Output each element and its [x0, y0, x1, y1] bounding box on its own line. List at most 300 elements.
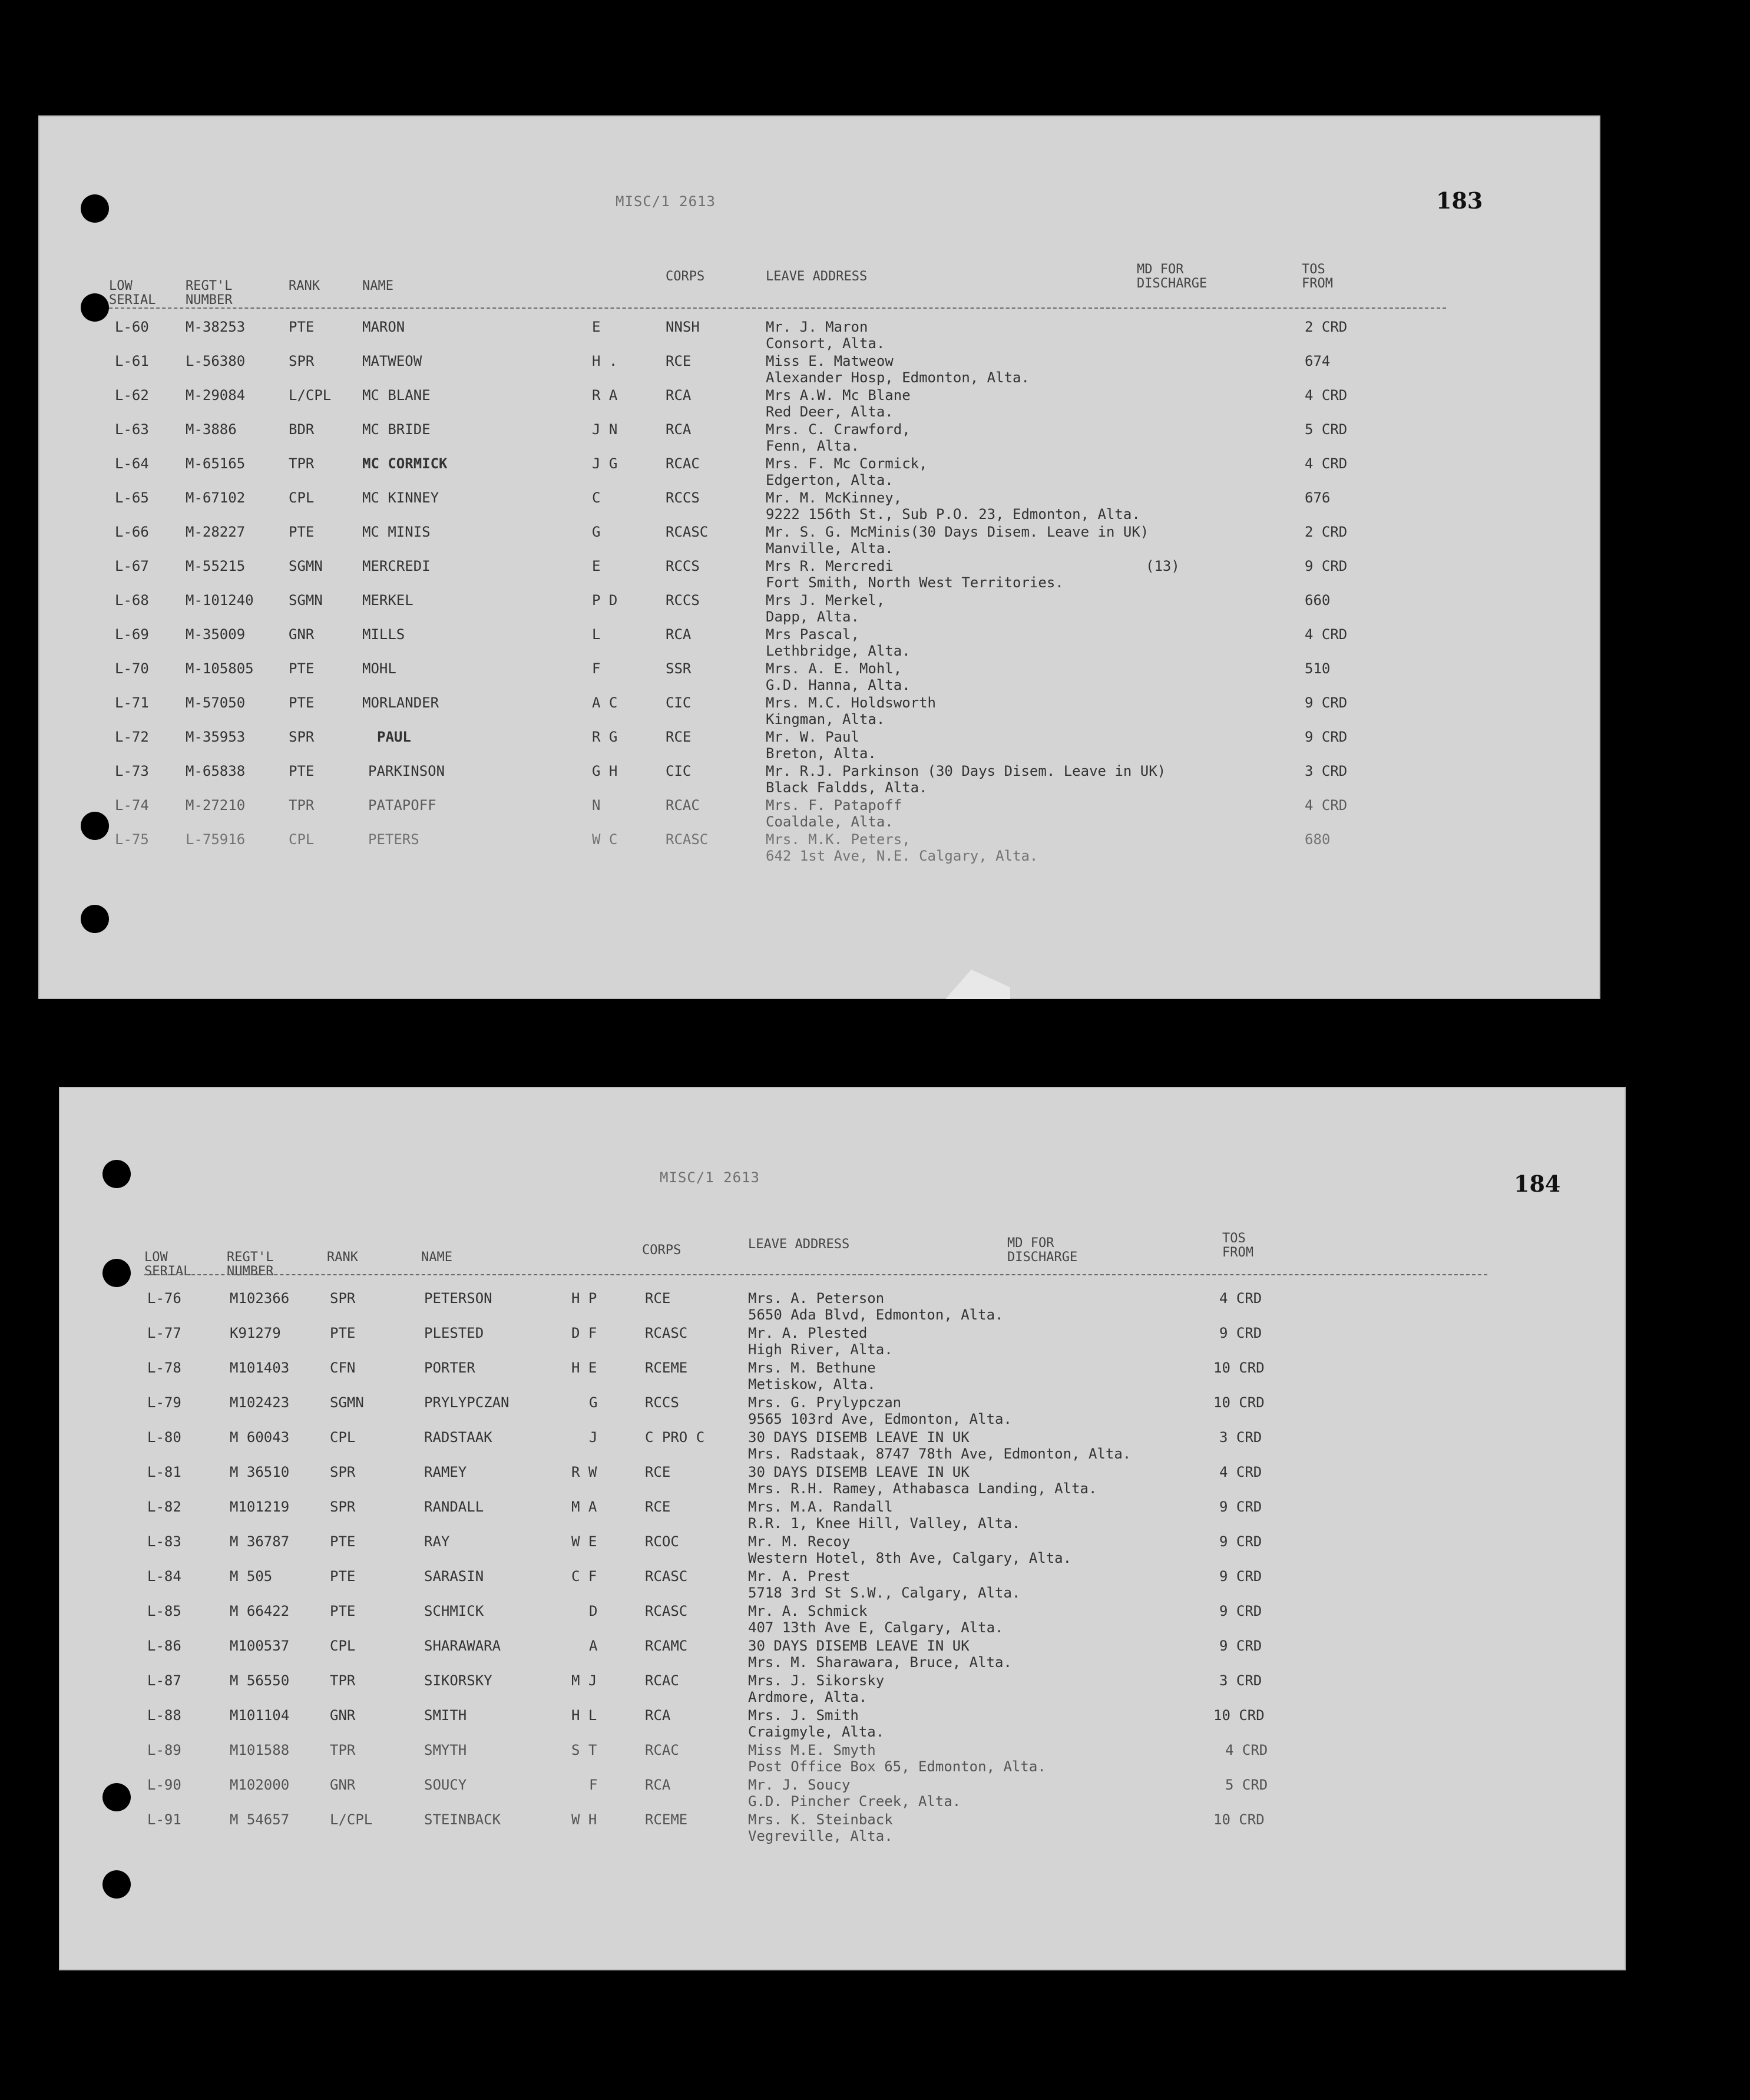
rank-cell: CPL: [330, 1638, 356, 1654]
initials-cell: R G: [592, 729, 618, 745]
rank-cell: CPL: [289, 490, 315, 506]
serial-cell: L-80: [147, 1429, 181, 1446]
initials-cell: N: [592, 797, 601, 813]
corps-cell: RCEME: [645, 1811, 688, 1828]
address-line1: 30 DAYS DISEMB LEAVE IN UK: [748, 1429, 970, 1446]
col-header-leave-address: LEAVE ADDRESS: [748, 1237, 850, 1252]
tos-cell: 4 CRD: [1219, 1464, 1262, 1480]
serial-cell: L-73: [115, 763, 149, 779]
tos-cell: 9 CRD: [1219, 1638, 1262, 1654]
tos-cell: 10 CRD: [1213, 1707, 1265, 1724]
regtl-number-cell: M-57050: [186, 695, 246, 711]
address-line2: 407 13th Ave E, Calgary, Alta.: [748, 1619, 1004, 1636]
table-row: [38, 524, 1600, 559]
rank-cell: L/CPL: [289, 387, 332, 404]
serial-cell: L-63: [115, 421, 149, 438]
rank-cell: SPR: [330, 1499, 356, 1515]
header-rule: [109, 307, 1446, 309]
regtl-number-cell: M102366: [230, 1290, 290, 1307]
name-cell: SMYTH: [424, 1742, 467, 1758]
col-header-name: NAME: [421, 1250, 452, 1265]
corps-cell: RCCS: [666, 592, 700, 608]
regtl-number-cell: M 505: [230, 1568, 273, 1585]
address-line1: Mr. M. McKinney,: [766, 490, 902, 506]
table-row: [38, 763, 1600, 798]
md-discharge-cell: (13): [1146, 558, 1180, 574]
initials-cell: D: [589, 1603, 598, 1619]
corps-cell: RCA: [645, 1777, 671, 1793]
serial-cell: L-68: [115, 592, 149, 608]
serial-cell: L-84: [147, 1568, 181, 1585]
rank-cell: L/CPL: [330, 1811, 373, 1828]
name-cell: RAMEY: [424, 1464, 467, 1480]
name-cell: MC MINIS: [362, 524, 431, 540]
name-cell: MERCREDI: [362, 558, 431, 574]
table-row: [59, 1325, 1626, 1360]
corps-cell: RCE: [666, 729, 692, 745]
serial-cell: L-67: [115, 558, 149, 574]
initials-cell: E: [592, 319, 601, 335]
corps-cell: NNSH: [666, 319, 700, 335]
corps-cell: RCASC: [666, 831, 709, 848]
corps-cell: RCAMC: [645, 1638, 688, 1654]
rank-cell: SPR: [330, 1464, 356, 1480]
corps-cell: RCCS: [645, 1394, 679, 1411]
initials-cell: H .: [592, 353, 618, 369]
table-row: [38, 797, 1600, 832]
address-line2: Coaldale, Alta.: [766, 813, 894, 830]
rank-cell: GNR: [289, 626, 315, 643]
top-stamp: MISC/1 2613: [616, 193, 716, 210]
initials-cell: D F: [571, 1325, 597, 1341]
name-cell: RADSTAAK: [424, 1429, 492, 1446]
regtl-number-cell: M-105805: [186, 660, 254, 677]
regtl-number-cell: M-101240: [186, 592, 254, 608]
address-line1: Mr. J. Maron: [766, 319, 868, 335]
address-line2: Mrs. M. Sharawara, Bruce, Alta.: [748, 1654, 1012, 1671]
tos-cell: 674: [1305, 353, 1331, 369]
serial-cell: L-62: [115, 387, 149, 404]
regtl-number-cell: M-38253: [186, 319, 246, 335]
address-line2: Mrs. R.H. Ramey, Athabasca Landing, Alta.: [748, 1480, 1097, 1497]
tos-cell: 510: [1305, 660, 1331, 677]
address-line2: Ardmore, Alta.: [748, 1689, 868, 1705]
corps-cell: RCAC: [645, 1742, 679, 1758]
address-line1: Mrs R. Mercredi: [766, 558, 894, 574]
address-line1: Mrs. C. Crawford,: [766, 421, 911, 438]
col-header-name: NAME: [362, 279, 393, 293]
regtl-number-cell: M101219: [230, 1499, 290, 1515]
regtl-number-cell: M-65165: [186, 455, 246, 472]
corps-cell: RCA: [645, 1707, 671, 1724]
table-row: [38, 729, 1600, 764]
table-row: [38, 695, 1600, 730]
initials-cell: L: [592, 626, 601, 643]
tos-cell: 5 CRD: [1305, 421, 1348, 438]
corps-cell: RCE: [645, 1499, 671, 1515]
table-row: [59, 1360, 1626, 1395]
regtl-number-cell: L-56380: [186, 353, 246, 369]
col-header-serial: LOW SERIAL: [109, 279, 156, 307]
name-cell: PARKINSON: [368, 763, 445, 779]
corps-cell: C PRO C: [645, 1429, 705, 1446]
address-line1: Mrs. M.K. Peters,: [766, 831, 911, 848]
serial-cell: L-88: [147, 1707, 181, 1724]
rank-cell: CPL: [289, 831, 315, 848]
regtl-number-cell: M 36510: [230, 1464, 290, 1480]
initials-cell: P D: [592, 592, 618, 608]
address-line2: High River, Alta.: [748, 1341, 893, 1358]
initials-cell: F: [589, 1777, 598, 1793]
address-line2: 642 1st Ave, N.E. Calgary, Alta.: [766, 848, 1038, 864]
rank-cell: PTE: [330, 1568, 356, 1585]
rank-cell: GNR: [330, 1777, 356, 1793]
serial-cell: L-81: [147, 1464, 181, 1480]
serial-cell: L-83: [147, 1533, 181, 1550]
regtl-number-cell: M 60043: [230, 1429, 290, 1446]
address-line2: Vegreville, Alta.: [748, 1828, 893, 1844]
tos-cell: 4 CRD: [1305, 387, 1348, 404]
address-line2: Craigmyle, Alta.: [748, 1724, 885, 1740]
initials-cell: C F: [571, 1568, 597, 1585]
address-line1: Mr. M. Recoy: [748, 1533, 851, 1550]
name-cell: SMITH: [424, 1707, 467, 1724]
initials-cell: J N: [592, 421, 618, 438]
punch-hole: [81, 905, 109, 933]
regtl-number-cell: M-55215: [186, 558, 246, 574]
rank-cell: SPR: [330, 1290, 356, 1307]
address-line2: Red Deer, Alta.: [766, 404, 894, 420]
tos-cell: 676: [1305, 490, 1331, 506]
table-row: [59, 1638, 1626, 1673]
name-cell: MOHL: [362, 660, 396, 677]
table-row: [59, 1811, 1626, 1847]
address-line2: 9222 156th St., Sub P.O. 23, Edmonton, Alta.: [766, 506, 1140, 522]
corps-cell: CIC: [666, 695, 692, 711]
serial-cell: L-71: [115, 695, 149, 711]
name-cell: STEINBACK: [424, 1811, 501, 1828]
rank-cell: TPR: [289, 797, 315, 813]
address-line1: Mrs. K. Steinback: [748, 1811, 893, 1828]
serial-cell: L-90: [147, 1777, 181, 1793]
col-header-md-discharge: MD FOR DISCHARGE: [1137, 262, 1208, 291]
initials-cell: A C: [592, 695, 618, 711]
tos-cell: 9 CRD: [1219, 1568, 1262, 1585]
address-line1: Mr. S. G. McMinis(30 Days Disem. Leave in UK): [766, 524, 1149, 540]
table-row: [38, 319, 1600, 354]
initials-cell: M J: [571, 1672, 597, 1689]
register-page-184: [59, 1087, 1626, 1970]
serial-cell: L-60: [115, 319, 149, 335]
tos-cell: 660: [1305, 592, 1331, 608]
address-line2: Fenn, Alta.: [766, 438, 859, 454]
address-line1: Mr. A. Prest: [748, 1568, 851, 1585]
serial-cell: L-70: [115, 660, 149, 677]
table-row: [59, 1603, 1626, 1638]
address-line2: Consort, Alta.: [766, 335, 885, 352]
col-header-leave-address: LEAVE ADDRESS: [766, 269, 868, 284]
table-row: [38, 490, 1600, 525]
rank-cell: PTE: [289, 695, 315, 711]
paper-tear: [945, 970, 1010, 999]
serial-cell: L-69: [115, 626, 149, 643]
name-cell: MERKEL: [362, 592, 413, 608]
corps-cell: RCA: [666, 387, 692, 404]
serial-cell: L-79: [147, 1394, 181, 1411]
address-line1: Mrs. A. Peterson: [748, 1290, 885, 1307]
serial-cell: L-77: [147, 1325, 181, 1341]
address-line2: R.R. 1, Knee Hill, Valley, Alta.: [748, 1515, 1021, 1532]
register-page-183: [38, 115, 1600, 999]
table-row: [59, 1672, 1626, 1708]
address-line1: Mr. A. Plested: [748, 1325, 868, 1341]
tos-cell: 10 CRD: [1213, 1394, 1265, 1411]
address-line2: 9565 103rd Ave, Edmonton, Alta.: [748, 1411, 1012, 1427]
address-line1: Mrs. M. Bethune: [748, 1360, 876, 1376]
name-cell: PETERS: [368, 831, 419, 848]
corps-cell: CIC: [666, 763, 692, 779]
rank-cell: SGMN: [289, 558, 323, 574]
rank-cell: SGMN: [330, 1394, 364, 1411]
col-header-serial: LOW SERIAL: [144, 1250, 191, 1279]
serial-cell: L-74: [115, 797, 149, 813]
regtl-number-cell: M-35953: [186, 729, 246, 745]
rank-cell: BDR: [289, 421, 315, 438]
serial-cell: L-78: [147, 1360, 181, 1376]
table-row: [59, 1499, 1626, 1534]
address-line2: 5650 Ada Blvd, Edmonton, Alta.: [748, 1307, 1004, 1323]
regtl-number-cell: M102000: [230, 1777, 290, 1793]
rank-cell: GNR: [330, 1707, 356, 1724]
page-number: 184: [1514, 1170, 1561, 1197]
table-row: [38, 421, 1600, 457]
corps-cell: RCASC: [666, 524, 709, 540]
address-line1: Mrs. J. Smith: [748, 1707, 859, 1724]
address-line1: Mrs J. Merkel,: [766, 592, 885, 608]
rank-cell: PTE: [330, 1603, 356, 1619]
serial-cell: L-87: [147, 1672, 181, 1689]
address-line1: Mrs Pascal,: [766, 626, 859, 643]
table-row: [59, 1464, 1626, 1499]
address-line2: Kingman, Alta.: [766, 711, 885, 727]
name-cell: MILLS: [362, 626, 405, 643]
table-row: [59, 1429, 1626, 1464]
address-line2: Breton, Alta.: [766, 745, 876, 762]
rank-cell: PTE: [330, 1325, 356, 1341]
initials-cell: H L: [571, 1707, 597, 1724]
name-cell: MORLANDER: [362, 695, 439, 711]
corps-cell: RCA: [666, 421, 692, 438]
punch-hole: [81, 293, 109, 322]
tos-cell: 4 CRD: [1305, 626, 1348, 643]
name-cell: MC BLANE: [362, 387, 431, 404]
table-row: [38, 387, 1600, 422]
address-line1: Miss M.E. Smyth: [748, 1742, 876, 1758]
serial-cell: L-82: [147, 1499, 181, 1515]
table-row: [38, 660, 1600, 696]
punch-hole: [102, 1160, 131, 1188]
regtl-number-cell: M 56550: [230, 1672, 290, 1689]
table-row: [38, 831, 1600, 867]
address-line1: Mr. J. Soucy: [748, 1777, 851, 1793]
serial-cell: L-91: [147, 1811, 181, 1828]
rank-cell: PTE: [330, 1533, 356, 1550]
col-header-tos: TOS FROM: [1222, 1231, 1253, 1260]
name-cell: MC CORMICK: [362, 455, 448, 472]
table-row: [38, 626, 1600, 662]
rank-cell: SPR: [289, 353, 315, 369]
col-header-rank: RANK: [289, 279, 320, 293]
table-row: [38, 558, 1600, 593]
address-line1: Miss E. Matweow: [766, 353, 894, 369]
corps-cell: RCASC: [645, 1325, 688, 1341]
address-line1: Mrs. J. Sikorsky: [748, 1672, 885, 1689]
name-cell: RAY: [424, 1533, 450, 1550]
address-line2: Post Office Box 65, Edmonton, Alta.: [748, 1758, 1046, 1775]
serial-cell: L-65: [115, 490, 149, 506]
col-header-number: REGT'L NUMBER: [186, 279, 233, 307]
initials-cell: C: [592, 490, 601, 506]
regtl-number-cell: M-27210: [186, 797, 246, 813]
serial-cell: L-66: [115, 524, 149, 540]
address-line1: 30 DAYS DISEMB LEAVE IN UK: [748, 1464, 970, 1480]
col-header-md-discharge: MD FOR DISCHARGE: [1007, 1236, 1078, 1265]
corps-cell: RCA: [666, 626, 692, 643]
rank-cell: CFN: [330, 1360, 356, 1376]
address-line2: Fort Smith, North West Territories.: [766, 574, 1064, 591]
address-line1: Mrs A.W. Mc Blane: [766, 387, 911, 404]
regtl-number-cell: M-29084: [186, 387, 246, 404]
rank-cell: SPR: [289, 729, 315, 745]
name-cell: MARON: [362, 319, 405, 335]
table-row: [59, 1707, 1626, 1742]
name-cell: RANDALL: [424, 1499, 484, 1515]
regtl-number-cell: M 36787: [230, 1533, 290, 1550]
tos-cell: 9 CRD: [1219, 1499, 1262, 1515]
name-cell: PETERSON: [424, 1290, 492, 1307]
initials-cell: G: [589, 1394, 598, 1411]
corps-cell: RCCS: [666, 558, 700, 574]
initials-cell: J G: [592, 455, 618, 472]
col-header-corps: CORPS: [642, 1243, 682, 1258]
regtl-number-cell: M101403: [230, 1360, 290, 1376]
tos-cell: 3 CRD: [1305, 763, 1348, 779]
address-line2: Western Hotel, 8th Ave, Calgary, Alta.: [748, 1550, 1072, 1566]
regtl-number-cell: M-28227: [186, 524, 246, 540]
regtl-number-cell: M 54657: [230, 1811, 290, 1828]
tos-cell: 9 CRD: [1305, 558, 1348, 574]
corps-cell: SSR: [666, 660, 692, 677]
tos-cell: 9 CRD: [1219, 1603, 1262, 1619]
rank-cell: TPR: [330, 1742, 356, 1758]
initials-cell: E: [592, 558, 601, 574]
address-line2: 5718 3rd St S.W., Calgary, Alta.: [748, 1585, 1021, 1601]
address-line1: Mr. A. Schmick: [748, 1603, 868, 1619]
corps-cell: RCCS: [666, 490, 700, 506]
corps-cell: RCAC: [666, 797, 700, 813]
table-row: [59, 1742, 1626, 1777]
name-cell: PORTER: [424, 1360, 475, 1376]
tos-cell: 3 CRD: [1219, 1672, 1262, 1689]
table-row: [38, 353, 1600, 388]
rank-cell: TPR: [289, 455, 315, 472]
address-line1: Mr. R.J. Parkinson (30 Days Disem. Leave in UK): [766, 763, 1166, 779]
initials-cell: S T: [571, 1742, 597, 1758]
tos-cell: 4 CRD: [1225, 1742, 1268, 1758]
tos-cell: 4 CRD: [1219, 1290, 1262, 1307]
serial-cell: L-89: [147, 1742, 181, 1758]
tos-cell: 2 CRD: [1305, 524, 1348, 540]
corps-cell: RCE: [645, 1290, 671, 1307]
name-cell: SCHMICK: [424, 1603, 484, 1619]
corps-cell: RCAC: [666, 455, 700, 472]
address-line1: Mrs. F. Patapoff: [766, 797, 902, 813]
address-line1: 30 DAYS DISEMB LEAVE IN UK: [748, 1638, 970, 1654]
col-header-tos: TOS FROM: [1302, 262, 1333, 291]
serial-cell: L-86: [147, 1638, 181, 1654]
table-row: [59, 1394, 1626, 1430]
regtl-number-cell: L-75916: [186, 831, 246, 848]
rank-cell: PTE: [289, 524, 315, 540]
initials-cell: H P: [571, 1290, 597, 1307]
table-row: [59, 1777, 1626, 1812]
header-rule: [144, 1274, 1487, 1275]
address-line1: Mr. W. Paul: [766, 729, 859, 745]
table-row: [38, 592, 1600, 627]
name-cell: SARASIN: [424, 1568, 484, 1585]
name-cell: PRYLYPCZAN: [424, 1394, 510, 1411]
serial-cell: L-75: [115, 831, 149, 848]
table-row: [59, 1290, 1626, 1325]
tos-cell: 9 CRD: [1305, 729, 1348, 745]
regtl-number-cell: M101104: [230, 1707, 290, 1724]
address-line2: Dapp, Alta.: [766, 608, 859, 625]
regtl-number-cell: M-3886: [186, 421, 237, 438]
address-line1: Mrs. M.C. Holdsworth: [766, 695, 936, 711]
initials-cell: W C: [592, 831, 618, 848]
initials-cell: G: [592, 524, 601, 540]
corps-cell: RCEME: [645, 1360, 688, 1376]
name-cell: SIKORSKY: [424, 1672, 492, 1689]
address-line1: Mrs. M.A. Randall: [748, 1499, 893, 1515]
regtl-number-cell: K91279: [230, 1325, 281, 1341]
top-stamp: MISC/1 2613: [660, 1169, 760, 1186]
corps-cell: RCOC: [645, 1533, 679, 1550]
regtl-number-cell: M-67102: [186, 490, 246, 506]
address-line2: Edgerton, Alta.: [766, 472, 894, 488]
corps-cell: RCE: [645, 1464, 671, 1480]
rank-cell: PTE: [289, 660, 315, 677]
initials-cell: R W: [571, 1464, 597, 1480]
tos-cell: 4 CRD: [1305, 797, 1348, 813]
name-cell: MATWEOW: [362, 353, 422, 369]
initials-cell: W H: [571, 1811, 597, 1828]
table-row: [59, 1568, 1626, 1603]
address-line2: Mrs. Radstaak, 8747 78th Ave, Edmonton, Alta.: [748, 1446, 1132, 1462]
address-line1: Mrs. G. Prylypczan: [748, 1394, 902, 1411]
initials-cell: J: [589, 1429, 598, 1446]
rank-cell: TPR: [330, 1672, 356, 1689]
initials-cell: H E: [571, 1360, 597, 1376]
tos-cell: 4 CRD: [1305, 455, 1348, 472]
table-row: [59, 1533, 1626, 1569]
col-header-number: REGT'L NUMBER: [227, 1250, 274, 1279]
name-cell: PLESTED: [424, 1325, 484, 1341]
name-cell: MC BRIDE: [362, 421, 431, 438]
tos-cell: 9 CRD: [1219, 1533, 1262, 1550]
rank-cell: SGMN: [289, 592, 323, 608]
rank-cell: CPL: [330, 1429, 356, 1446]
